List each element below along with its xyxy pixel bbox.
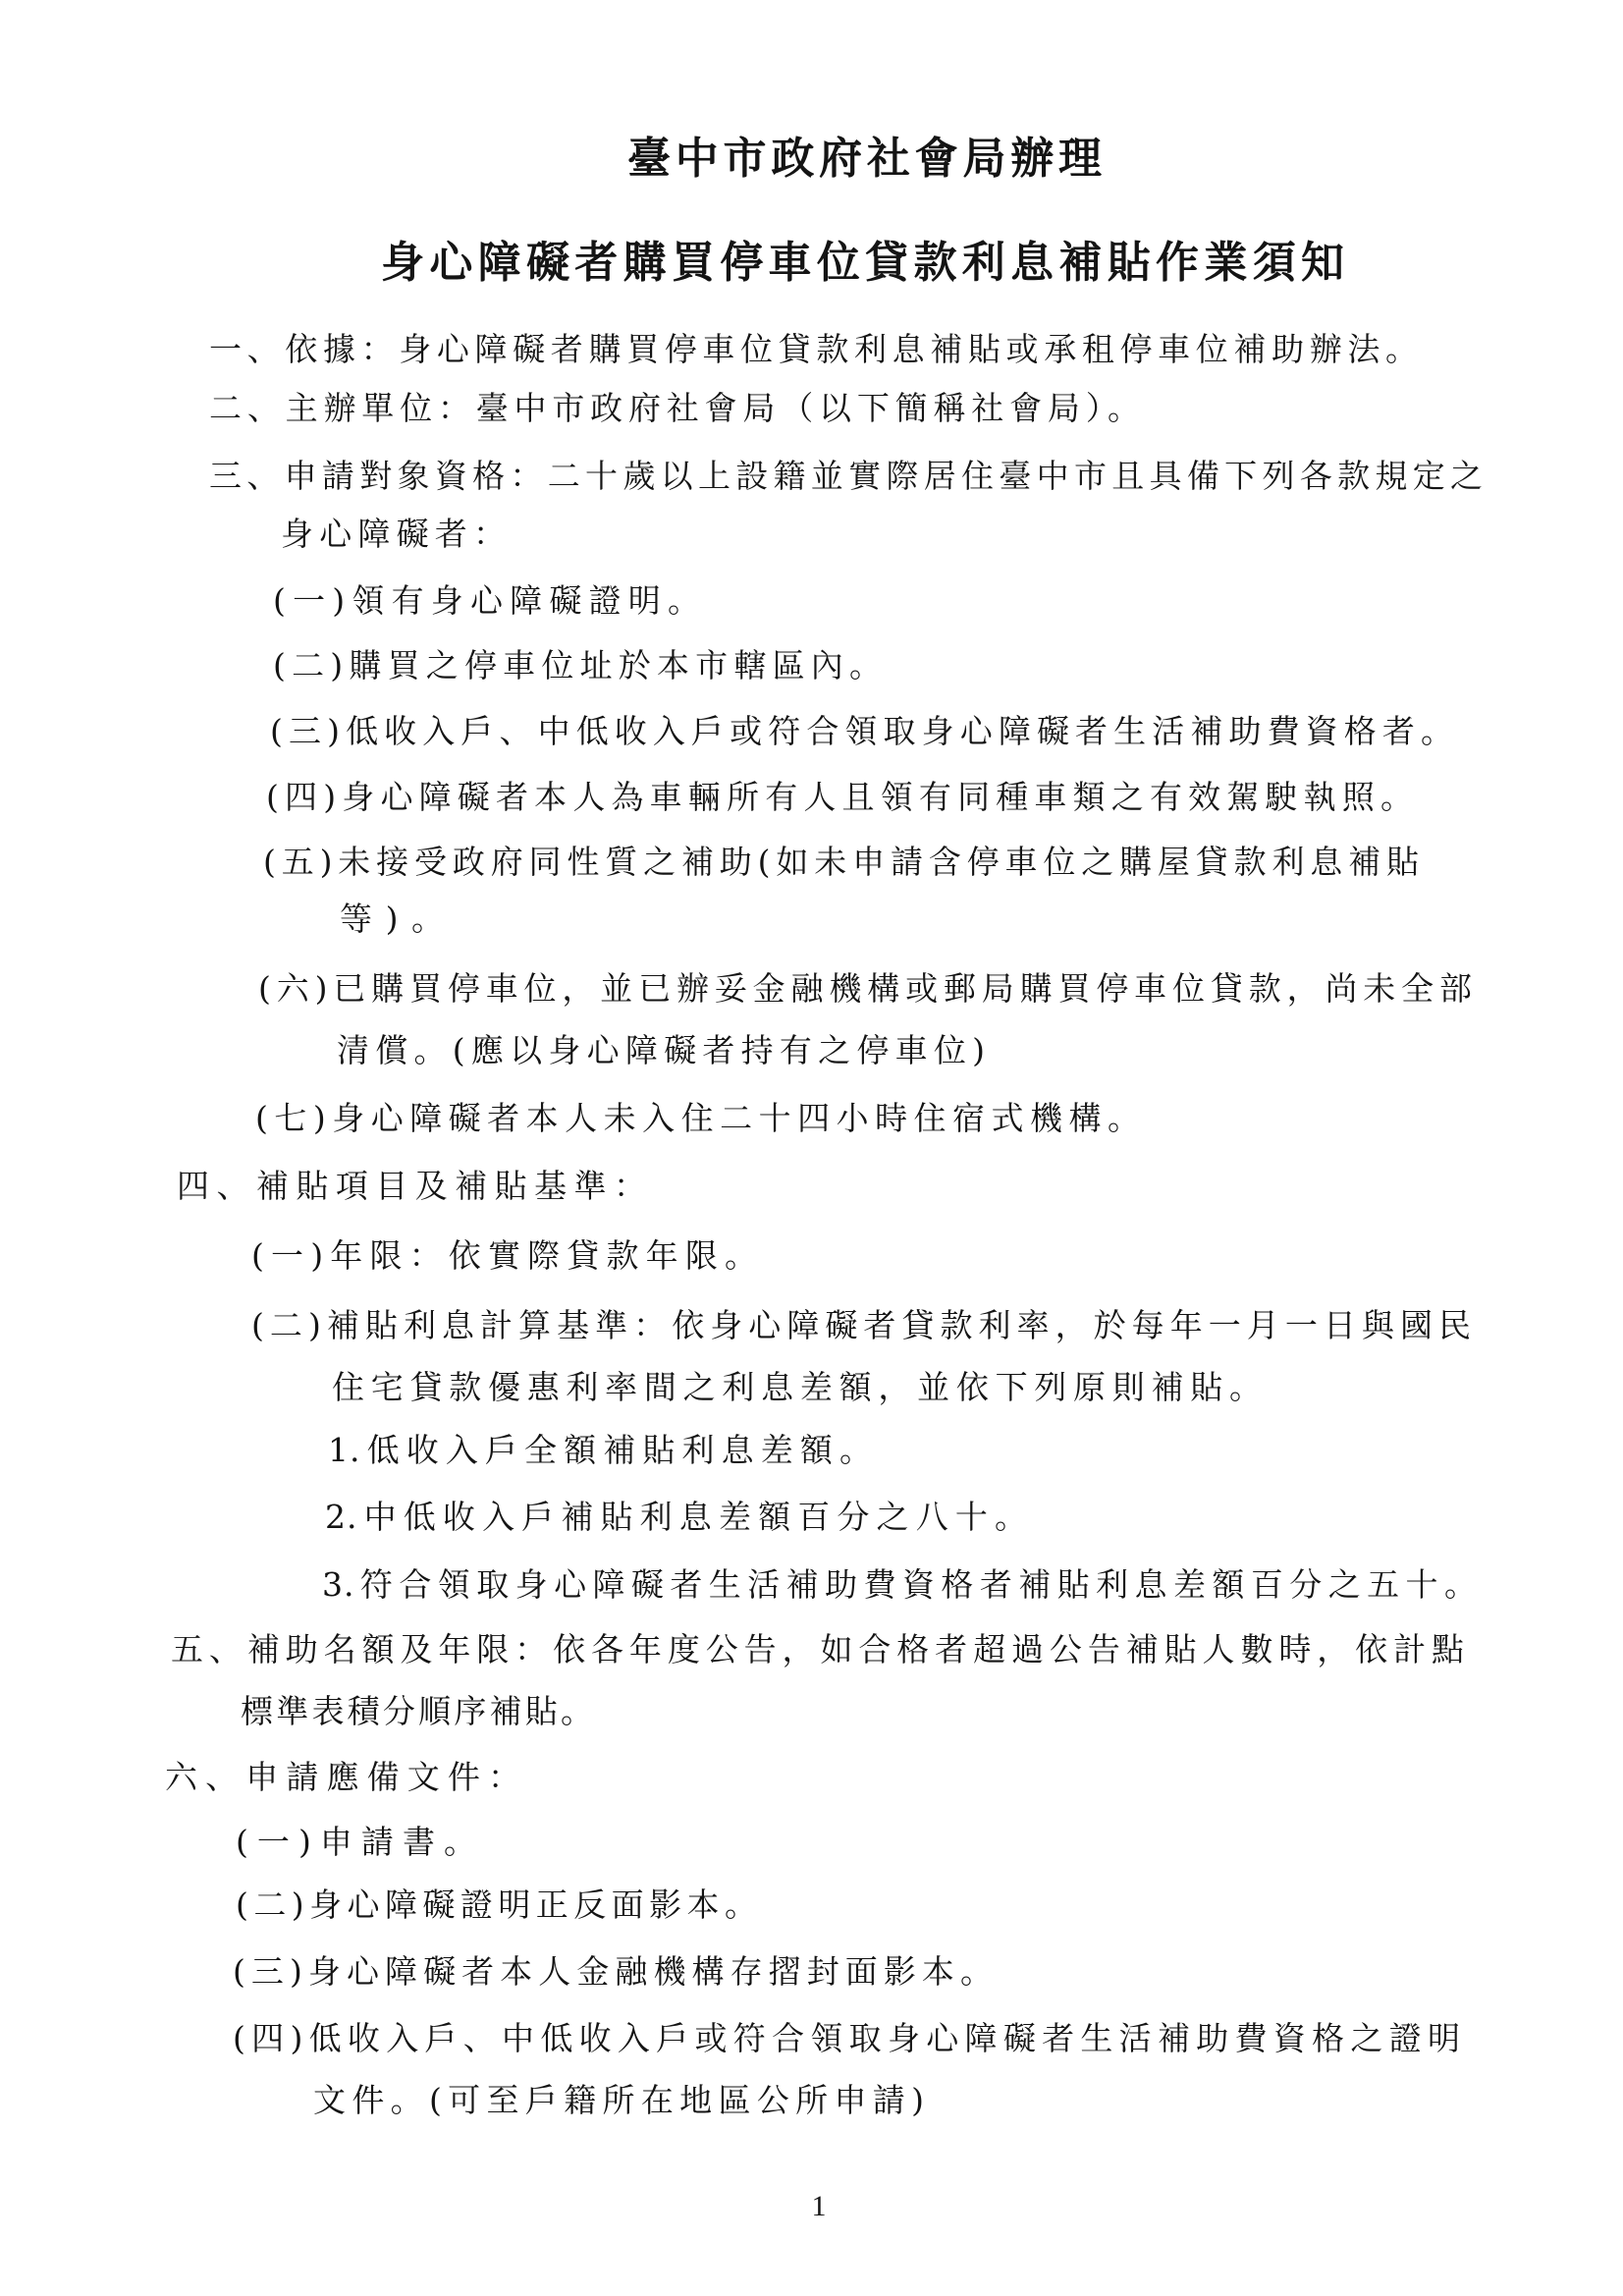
section-6-heading: 六、申請應備文件：	[165, 1758, 521, 1796]
section-4-item-2: (二)補貼利息計算基準：依身心障礙者貸款利率，於每年一月一日與國民	[251, 1306, 1472, 1344]
section-3-heading: 三、申請對象資格：二十歲以上設籍並實際居住臺中市且具備下列各款規定之	[209, 457, 1484, 495]
section-3-item-3: (三)低收入戶、中低收入戶或符合領取身心障礙者生活補助費資格者。	[270, 712, 1454, 750]
section-3-item-5: (五)未接受政府同性質之補助(如未申請含停車位之購屋貸款利息補貼	[263, 843, 1420, 881]
section-3-heading-continued: 身心障礙者：	[281, 515, 507, 553]
page-number: 1	[811, 2190, 827, 2222]
document-title-line-1: 臺中市政府社會局辦理	[627, 134, 1104, 184]
section-3-item-6-continued: 清償。(應以身心障礙者持有之停車位)	[337, 1031, 986, 1069]
section-6-item-4-continued: 文件。(可至戶籍所在地區公所申請)	[313, 2081, 925, 2119]
section-4-subitem-1: 1.低收入戶全額補貼利息差額。	[328, 1431, 873, 1469]
section-5-heading: 五、補助名額及年限：依各年度公告，如合格者超過公告補貼人數時，依計點	[171, 1630, 1465, 1668]
section-5-heading-continued: 標準表積分順序補貼。	[241, 1692, 594, 1730]
section-1-heading: 一、依據：身心障礙者購買停車位貸款利息補貼或承租停車位補助辦法。	[209, 330, 1419, 368]
section-3-item-4: (四)身心障礙者本人為車輛所有人且領有同種車類之有效駕駛執照。	[266, 778, 1414, 816]
section-3-item-7: (七)身心障礙者本人未入住二十四小時住宿式機構。	[255, 1099, 1141, 1137]
section-6-item-3: (三)身心障礙者本人金融機構存摺封面影本。	[233, 1952, 994, 1991]
section-3-item-1: (一)領有身心障礙證明。	[273, 581, 701, 620]
section-2-heading: 二、主辦單位：臺中市政府社會局（以下簡稱社會局）。	[209, 389, 1141, 427]
section-4-heading: 四、補貼項目及補貼基準：	[177, 1167, 647, 1205]
section-3-item-6: (六)已購買停車位，並已辦妥金融機構或郵局購買停車位貸款，尚未全部	[258, 969, 1473, 1008]
section-3-item-2: (二)購買之停車位址於本市轄區內。	[273, 646, 883, 684]
section-6-item-1: (一)申請書。	[236, 1823, 477, 1861]
section-4-item-1: (一)年限：依實際貸款年限。	[251, 1236, 758, 1275]
section-3-item-5-continued: 等)。	[340, 900, 445, 938]
section-6-item-4: (四)低收入戶、中低收入戶或符合領取身心障礙者生活補助費資格之證明	[233, 2019, 1461, 2057]
section-6-item-2: (二)身心障礙證明正反面影本。	[236, 1886, 758, 1924]
section-4-subitem-3: 3.符合領取身心障礙者生活補助費資格者補貼利息差額百分之五十。	[322, 1565, 1478, 1604]
section-4-subitem-2: 2.中低收入戶補貼利息差額百分之八十。	[325, 1498, 1028, 1536]
document-title-line-2: 身心障礙者購買停車位貸款利息補貼作業須知	[381, 238, 1346, 288]
section-4-item-2-continued: 住宅貸款優惠利率間之利息差額，並依下列原則補貼。	[332, 1368, 1263, 1406]
